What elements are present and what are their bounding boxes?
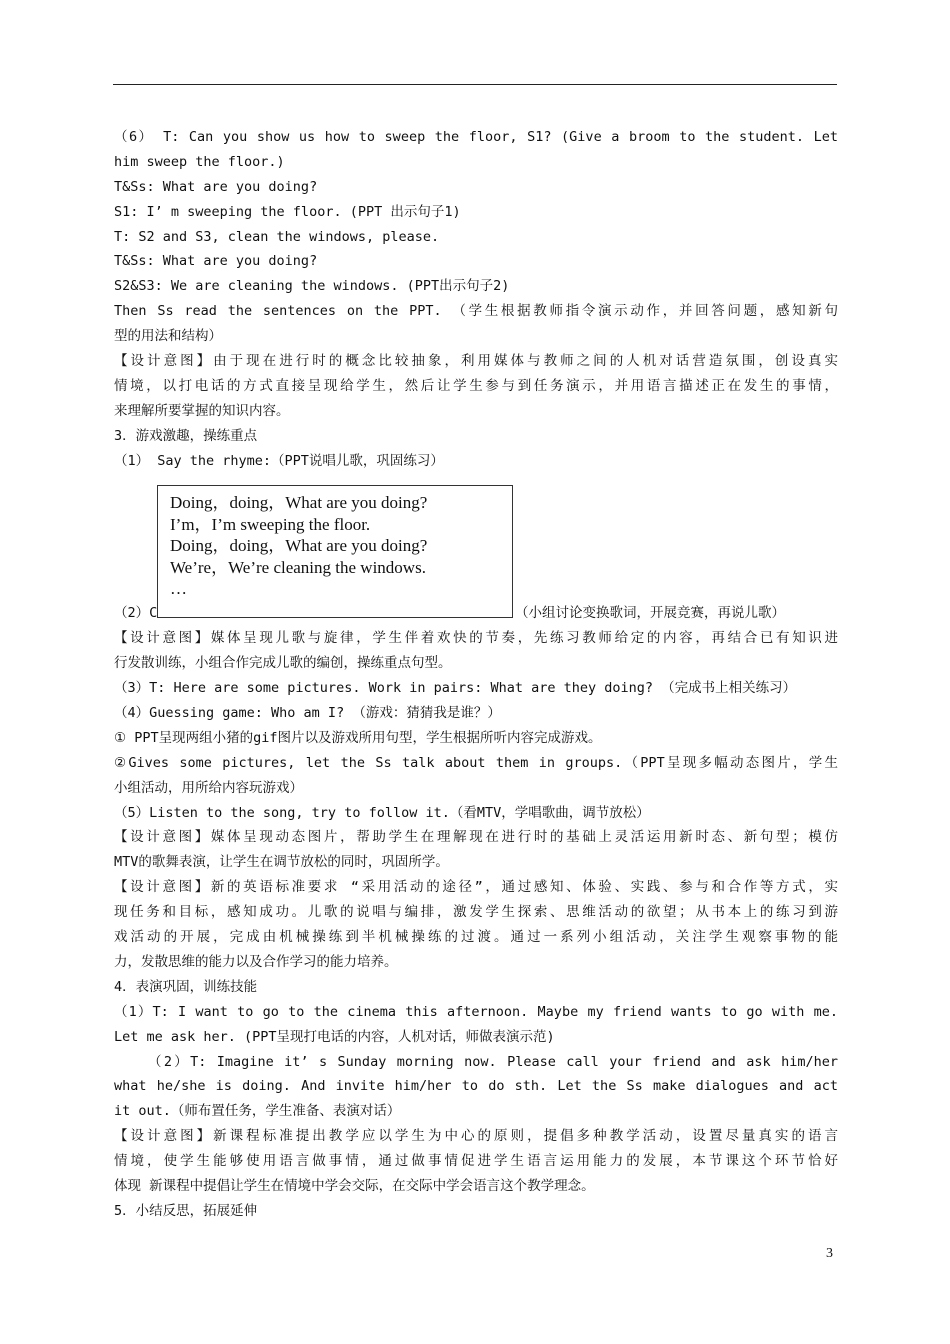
- text-line: MTV的歌舞表演，让学生在调节放松的同时，巩固所学。: [114, 854, 449, 871]
- rhyme-line: I’m，I’m sweeping the floor.: [170, 514, 371, 534]
- rhyme-line: Doing，doing，What are you doing?: [170, 536, 428, 555]
- text-line: what he/she is doing. And invite him/her to do sth. Let the Ss make dialogues and act: [114, 1078, 838, 1095]
- text-line: （1）T: I want to go to the cinema this afternoon. Maybe my friend wants to go with me.: [114, 1003, 838, 1020]
- text-line: （6） T: Can you show us how to sweep the floor, S1? (Give a broom to the student. Let: [114, 129, 838, 145]
- text-line: （4）Guessing game: Who am I? （游戏：猜猜我是谁？）: [114, 705, 501, 722]
- text-line: Let me ask her. (PPT呈现打电话的内容，人机对话，师做表演示范): [114, 1028, 555, 1045]
- page-number: 3: [826, 1246, 833, 1261]
- text-line: 情境，使学生能够使用语言做事情，通过做事情促进学生语言运用能力的发展，本节课这个环节恰好: [114, 1153, 838, 1170]
- rhyme-line: We’re，We’re cleaning the windows.: [170, 557, 426, 577]
- text-line: 行发散训练，小组合作完成儿歌的编创，操练重点句型。: [114, 655, 452, 672]
- text-line: S1: I’ m sweeping the floor. (PPT 出示句子1): [114, 203, 461, 220]
- rhyme-text-box: [157, 485, 513, 618]
- header-rule: [113, 84, 837, 85]
- text-line: （5）Listen to the song, try to follow it.（看MTV，学唱歌曲，调节放松）: [114, 804, 650, 821]
- text-line: 情境，以打电话的方式直接呈现给学生，然后让学生参与到任务演示，并用语言描述正在发生的事情，: [114, 377, 838, 394]
- text-line: S2&S3: We are cleaning the windows. (PPT出示句子2): [114, 278, 510, 295]
- text-line: Then Ss read the sentences on the PPT. （学生根据教师指令演示动作，并回答问题，感知新句: [114, 303, 838, 320]
- text-line: 小组活动，用所给内容玩游戏）: [114, 779, 303, 796]
- text-line: （2）T: Imagine it’ s Sunday morning now. Please call your friend and ask him/her: [148, 1053, 838, 1070]
- text-line: 【设计意图】媒体呈现动态图片，帮助学生在理解现在进行时的基础上灵活运用新时态、新句型；模仿: [114, 829, 838, 846]
- section-after-rhyme: [114, 626, 838, 1223]
- section-before-rhyme: [114, 125, 838, 473]
- text-line: T: S2 and S3, clean the windows, please.: [114, 228, 440, 245]
- text-line: 戏活动的开展，完成由机械操练到半机械操练的过渡。通过一系列小组活动，关注学生观察事物的能: [114, 929, 838, 946]
- text-line: 【设计意图】新课程标准提出教学应以学生为中心的原则，提倡多种教学活动，设置尽量真实的语言: [114, 1128, 838, 1145]
- partial-left: （2）C: [114, 605, 158, 622]
- partial-right: （小组讨论变换歌词，开展竞赛，再说儿歌）: [515, 605, 785, 622]
- text-line: it out.（师布置任务，学生准备、表演对话）: [114, 1103, 401, 1120]
- text-line: 【设计意图】新的英语标准要求 “采用活动的途径”，通过感知、体验、实践、参与和合作等方式，实: [114, 879, 838, 896]
- text-line: 【设计意图】由于现在进行时的概念比较抽象，利用媒体与教师之间的人机对话营造氛围，创设真实: [114, 353, 838, 370]
- text-line: 5．小结反思，拓展延伸: [114, 1202, 258, 1219]
- text-line: 型的用法和结构）: [114, 328, 222, 345]
- text-line: 体现 新课程中提倡让学生在情境中学会交际，在交际中学会语言这个教学理念。: [114, 1177, 595, 1194]
- text-line: （3）T: Here are some pictures. Work in pairs: What are they doing? （完成书上相关练习）: [114, 680, 797, 697]
- text-line: 4．表演巩固，训练技能: [114, 978, 258, 995]
- text-line: 现任务和目标，感知成功。儿歌的说唱与编排，激发学生探索、思维活动的欲望；从书本上的练习到游: [114, 904, 838, 921]
- text-line: T&Ss: What are you doing?: [114, 253, 318, 270]
- text-line: 来理解所要掌握的知识内容。: [114, 402, 290, 419]
- text-line: 【设计意图】媒体呈现儿歌与旋律，学生伴着欢快的节奏，先练习教师给定的内容，再结合已有知识进: [114, 630, 838, 647]
- text-line: ②Gives some pictures, let the Ss talk about them in groups.（PPT呈现多幅动态图片，学生: [114, 754, 838, 771]
- text-line: 3．游戏激趣，操练重点: [114, 427, 258, 444]
- document-body: [114, 125, 838, 1224]
- text-line: 力，发散思维的能力以及合作学习的能力培养。: [114, 953, 398, 970]
- text-line: （1） Say the rhyme:（PPT说唱儿歌，巩固练习）: [114, 452, 444, 469]
- text-line: him sweep the floor.): [114, 153, 285, 170]
- rhyme-line: Doing，doing，What are you doing?: [170, 493, 428, 512]
- text-line: ① PPT呈现两组小猪的gif图片以及游戏所用句型，学生根据所听内容完成游戏。: [114, 729, 602, 746]
- rhyme-line: …: [170, 579, 187, 598]
- text-line: T&Ss: What are you doing?: [114, 178, 318, 195]
